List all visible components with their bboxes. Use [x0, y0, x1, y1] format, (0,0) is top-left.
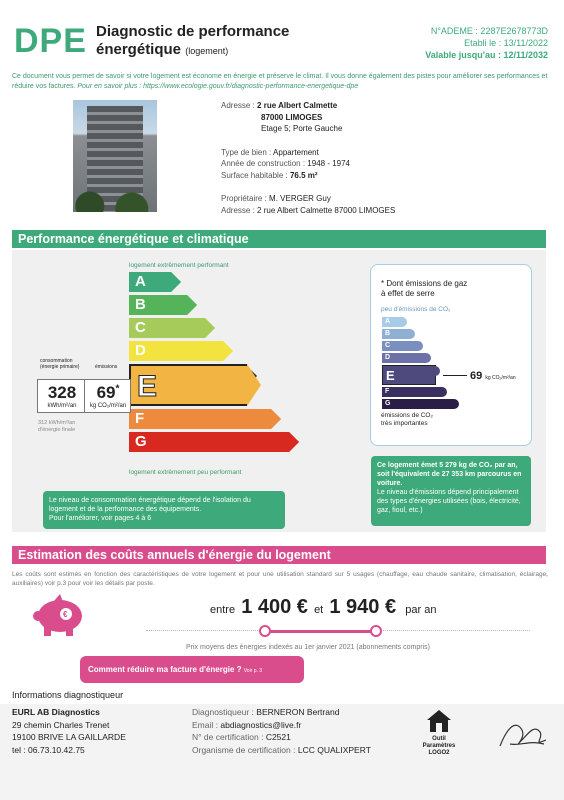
ges-class-d: D: [382, 353, 426, 363]
signature: [496, 716, 552, 761]
energy-class-d-tip: [223, 341, 233, 361]
energy-class-e-tip: [247, 364, 261, 406]
energy-class-c-tip: [205, 318, 215, 338]
ges-class-c: C: [382, 341, 418, 351]
property-info: Adresse : 2 rue Albert Calmette 87000 LIMOGES Etage 5; Porte Gauche Type de bien : Appartement Année de construction : 1948 - 1974 Surface habitable : 76.5 m² Propriétaire : M. VERGER Guy Adresse : 2 rue Albert Calmette 87000 LIMOGES: [221, 101, 396, 215]
price-note: Prix moyens des énergies indexés au 1er janvier 2021 (abonnements compris): [186, 644, 430, 651]
ges-note: Ce logement émet 5 279 kg de CO₂ par an, soit l'équivalent de 27 353 km parcourus en voiture. Le niveau d'émissions dépend principalement des types d'énergies utilisées (bois, électricité, gaz, fioul, etc.): [371, 456, 531, 526]
etabli-date: Etabli le : 13/11/2022: [464, 38, 548, 48]
diagnostician-title: Informations diagnostiqueur: [12, 690, 124, 700]
energy-class-b: B: [129, 295, 187, 315]
ges-top-label: peu d'émissions de CO₂: [381, 306, 451, 313]
cost-high: 1 940 €: [329, 596, 397, 618]
valable-date: Valable jusqu'au : 12/11/2032: [425, 50, 548, 60]
cons-label: consommation (énergie primaire): [40, 358, 80, 370]
emission-value: 69*: [96, 383, 120, 402]
ges-class-a: A: [382, 317, 402, 327]
cost-range: entre 1 400 € et 1 940 € par an: [210, 596, 437, 618]
house-icon: [425, 708, 453, 739]
energy-class-f: F: [129, 409, 271, 429]
energy-class-d: D: [129, 341, 223, 361]
piggy-bank-icon: [30, 592, 90, 640]
intro-text: Ce document vous permet de savoir si votre logement est économe en énergie et préserve le climat. Il vous donne également des pistes pour améliorer ses performances et réduire vos factures. Pour en savoir plus : https://www.ecologie.gouv.fr/diagnostic-performance-energetique-dpe: [12, 73, 548, 90]
emis-label: émissions: [95, 364, 118, 370]
ges-class-f: F: [382, 387, 442, 397]
dpe-logo: DPE: [14, 22, 87, 60]
scale-top-label: logement extrêmement performant: [129, 262, 229, 269]
cost-high-marker: [370, 625, 382, 637]
ges-title: * Dont émissions de gaz à effet de serre: [381, 279, 468, 298]
performance-note: Le niveau de consommation énergétique dépend de l'isolation du logement et de la performance des équipements. Pour l'améliorer, voir pages 4 à 6: [43, 491, 285, 529]
ges-class-g: G: [382, 399, 454, 409]
consumption-box: 328 kWh/m²/an 69* kg CO₂/m²/an: [37, 379, 131, 413]
energy-class-a-tip: [171, 272, 181, 292]
cost-range-bar: [265, 630, 376, 633]
energy-class-c: C: [129, 318, 205, 338]
ges-value: 69 kg CO₂/m²/an: [470, 370, 516, 382]
tool-info: Outil Paramètres LOGO2: [422, 736, 456, 756]
ademe-number: N°ADEME : 2287E2678773D: [430, 26, 548, 36]
energy-class-g-tip: [289, 432, 299, 452]
header-meta: [425, 25, 548, 61]
costs-section-title: Estimation des coûts annuels d'énergie du logement: [12, 546, 546, 564]
energy-class-e: E: [129, 364, 247, 406]
scale-bottom-label: logement extrêmement peu performant: [129, 469, 242, 476]
email-link[interactable]: abdiagnostics@live.fr: [220, 719, 302, 730]
diagnostician-info: Diagnostiqueur : BERNERON Bertrand Email : abdiagnostics@live.fr N° de certification : C2521 Organisme de certification : LCC QUALIXPERT: [192, 707, 371, 755]
energy-class-g: G: [129, 432, 289, 452]
performance-section-title: Performance énergétique et climatique: [12, 230, 546, 248]
page-title: Diagnostic de performance énergétique (logement): [96, 23, 290, 58]
svg-text:€: €: [63, 610, 68, 619]
ges-bottom-label: émissions de CO₂ très importantes: [381, 412, 434, 427]
energy-class-b-tip: [187, 295, 197, 315]
energy-class-a: A: [129, 272, 171, 292]
costs-text: Les coûts sont estimés en fonction des caractéristiques de votre logement et pour une utilisation standard sur 5 usages (chauffage, eau chaude sanitaire, climatisation, éclairage, auxiliaires) voir p.3 pour voir les détails par poste.: [12, 571, 548, 587]
reduce-bill-button[interactable]: Comment réduire ma facture d'énergie ? Voir p. 3: [80, 656, 304, 683]
intro-link[interactable]: Pour en savoir plus : https://www.ecologie.gouv.fr/diagnostic-performance-energetique-dpe: [77, 83, 359, 90]
cost-low: 1 400 €: [241, 596, 308, 618]
energy-class-f-tip: [271, 409, 281, 429]
property-photo: [73, 100, 157, 212]
ges-class-e: E: [382, 365, 436, 385]
company-info: EURL AB Diagnostics 29 chemin Charles Trenet 19100 BRIVE LA GAILLARDE tel : 06.73.10.42.75: [12, 707, 126, 755]
consumption-value: 328: [47, 383, 77, 402]
ges-class-b: B: [382, 329, 410, 339]
final-energy: 312 kWh/m²/an d'énergie finale: [38, 420, 76, 433]
cost-low-marker: [259, 625, 271, 637]
